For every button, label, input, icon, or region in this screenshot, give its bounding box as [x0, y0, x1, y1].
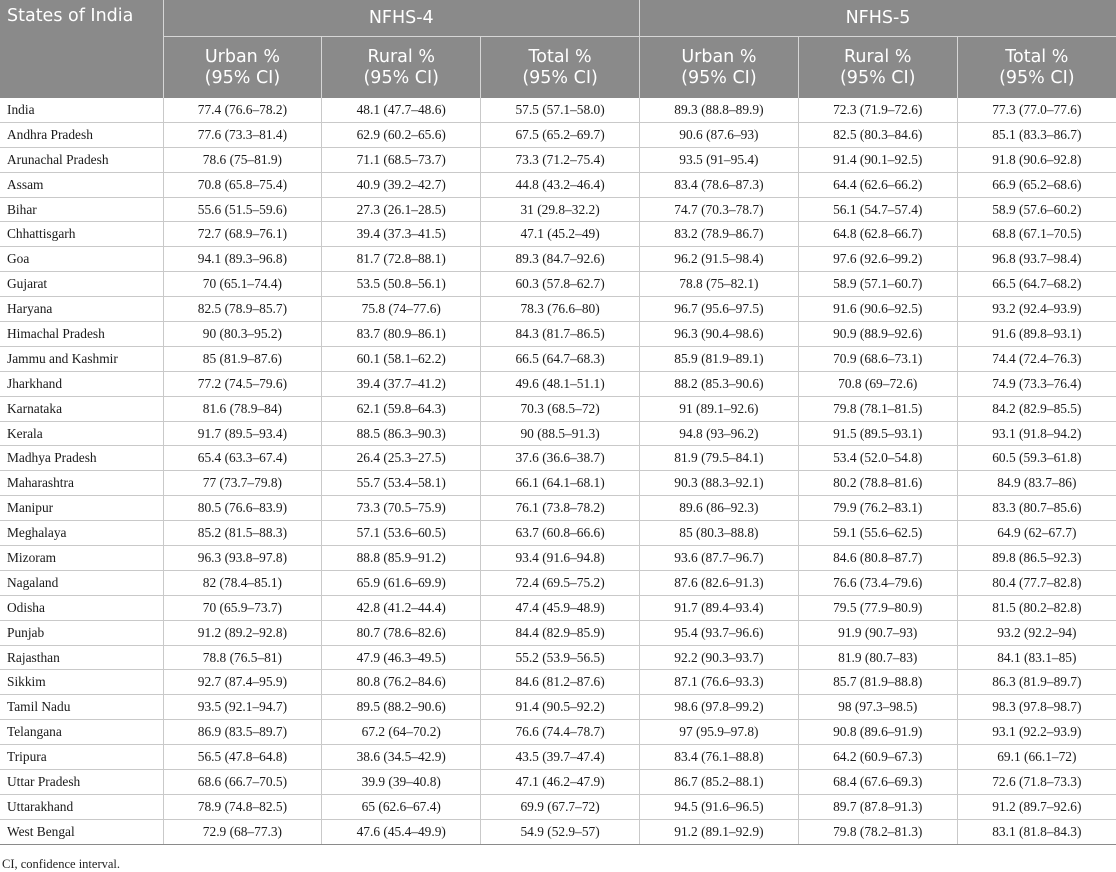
table-row — [0, 396, 1116, 421]
nfhs5-urban-cell: 86.7 (85.2–88.1) — [640, 770, 799, 795]
state-name-cell: India — [0, 98, 163, 122]
table-row — [0, 446, 1116, 471]
nfhs4-urban-cell: 77.2 (74.5–79.6) — [163, 371, 322, 396]
table-body — [0, 98, 1116, 844]
nfhs5-rural-cell: 81.9 (80.7–83) — [798, 645, 957, 670]
nfhs5-total-cell: 91.8 (90.6–92.8) — [957, 147, 1116, 172]
nfhs5-urban-cell: 88.2 (85.3–90.6) — [640, 371, 799, 396]
state-name-cell: Uttar Pradesh — [0, 770, 163, 795]
state-name-cell: Tamil Nadu — [0, 695, 163, 720]
nfhs5-urban-cell: 90.3 (88.3–92.1) — [640, 471, 799, 496]
nfhs5-group-header: NFHS-5 — [640, 0, 1116, 37]
table-row — [0, 720, 1116, 745]
nfhs4-urban-cell: 70 (65.9–73.7) — [163, 595, 322, 620]
nfhs5-total-cell: 68.8 (67.1–70.5) — [957, 222, 1116, 247]
column-header-ci-label: (95% CI) — [644, 68, 794, 89]
nfhs4-total-cell: 84.3 (81.7–86.5) — [481, 322, 640, 347]
nfhs4-rural-cell: 27.3 (26.1–28.5) — [322, 197, 481, 222]
nfhs5-total-cell: 84.1 (83.1–85) — [957, 645, 1116, 670]
nfhs5-rural-cell: 89.7 (87.8–91.3) — [798, 794, 957, 819]
nfhs5-urban-cell: 83.2 (78.9–86.7) — [640, 222, 799, 247]
nfhs4-urban-cell: 78.8 (76.5–81) — [163, 645, 322, 670]
nfhs4-urban-cell: 94.1 (89.3–96.8) — [163, 247, 322, 272]
table-row — [0, 272, 1116, 297]
nfhs4-group-header: NFHS-4 — [163, 0, 640, 37]
nfhs5-total-cell: 93.2 (92.2–94) — [957, 620, 1116, 645]
nfhs5-rural-cell: 79.8 (78.1–81.5) — [798, 396, 957, 421]
nfhs4-total-cell: 89.3 (84.7–92.6) — [481, 247, 640, 272]
table-row — [0, 570, 1116, 595]
nfhs5-total-cell: 66.9 (65.2–68.6) — [957, 172, 1116, 197]
table-header — [0, 0, 1116, 98]
state-name-cell: West Bengal — [0, 819, 163, 844]
nfhs4-urban-cell: 82 (78.4–85.1) — [163, 570, 322, 595]
nfhs4-rural-cell: 47.9 (46.3–49.5) — [322, 645, 481, 670]
table-row — [0, 322, 1116, 347]
nfhs4-total-cell: 67.5 (65.2–69.7) — [481, 122, 640, 147]
nfhs5-total-cell: 91.6 (89.8–93.1) — [957, 322, 1116, 347]
table-row — [0, 595, 1116, 620]
state-name-cell: Bihar — [0, 197, 163, 222]
table-row — [0, 770, 1116, 795]
column-header-ci-label: (95% CI) — [485, 68, 635, 89]
nfhs4-urban-cell: 72.7 (68.9–76.1) — [163, 222, 322, 247]
nfhs5-urban-cell: 87.1 (76.6–93.3) — [640, 670, 799, 695]
nfhs4-rural-cell: 26.4 (25.3–27.5) — [322, 446, 481, 471]
column-header-label: Total % — [962, 47, 1112, 68]
table-row — [0, 695, 1116, 720]
nfhs4-total-cell: 73.3 (71.2–75.4) — [481, 147, 640, 172]
nfhs5-urban-cell: 93.5 (91–95.4) — [640, 147, 799, 172]
nfhs4-total-cell: 69.9 (67.7–72) — [481, 794, 640, 819]
table-row — [0, 147, 1116, 172]
nfhs5-rural-cell: 79.9 (76.2–83.1) — [798, 496, 957, 521]
nfhs5-total-cell: 84.2 (82.9–85.5) — [957, 396, 1116, 421]
nfhs5-total-cell: 60.5 (59.3–61.8) — [957, 446, 1116, 471]
nfhs4-rural-cell: 65 (62.6–67.4) — [322, 794, 481, 819]
nfhs4-rural-cell: 39.4 (37.7–41.2) — [322, 371, 481, 396]
nfhs5-total-cell: 74.4 (72.4–76.3) — [957, 346, 1116, 371]
nfhs4-urban-cell: 80.5 (76.6–83.9) — [163, 496, 322, 521]
nfhs5-rural-cell: 84.6 (80.8–87.7) — [798, 546, 957, 571]
nfhs5-urban-column-header — [640, 37, 799, 99]
nfhs4-rural-cell: 47.6 (45.4–49.9) — [322, 819, 481, 844]
nfhs4-total-cell: 84.4 (82.9–85.9) — [481, 620, 640, 645]
nfhs4-urban-cell: 81.6 (78.9–84) — [163, 396, 322, 421]
states-column-header: States of India — [0, 0, 163, 98]
nfhs5-urban-cell: 89.3 (88.8–89.9) — [640, 98, 799, 122]
nfhs5-total-cell: 96.8 (93.7–98.4) — [957, 247, 1116, 272]
nfhs4-total-cell: 76.6 (74.4–78.7) — [481, 720, 640, 745]
nfhs4-total-cell: 37.6 (36.6–38.7) — [481, 446, 640, 471]
nfhs4-rural-cell: 57.1 (53.6–60.5) — [322, 521, 481, 546]
nfhs5-rural-cell: 90.8 (89.6–91.9) — [798, 720, 957, 745]
nfhs5-total-cell: 91.2 (89.7–92.6) — [957, 794, 1116, 819]
nfhs5-total-cell: 83.1 (81.8–84.3) — [957, 819, 1116, 844]
nfhs4-urban-cell: 72.9 (68–77.3) — [163, 819, 322, 844]
nfhs5-total-cell: 98.3 (97.8–98.7) — [957, 695, 1116, 720]
nfhs4-total-cell: 76.1 (73.8–78.2) — [481, 496, 640, 521]
nfhs5-total-cell: 89.8 (86.5–92.3) — [957, 546, 1116, 571]
nfhs5-urban-cell: 95.4 (93.7–96.6) — [640, 620, 799, 645]
state-name-cell: Jharkhand — [0, 371, 163, 396]
nfhs5-total-cell: 83.3 (80.7–85.6) — [957, 496, 1116, 521]
nfhs4-urban-cell: 68.6 (66.7–70.5) — [163, 770, 322, 795]
nfhs5-rural-cell: 53.4 (52.0–54.8) — [798, 446, 957, 471]
nfhs4-rural-cell: 62.1 (59.8–64.3) — [322, 396, 481, 421]
nfhs5-urban-cell: 83.4 (76.1–88.8) — [640, 745, 799, 770]
nfhs5-urban-cell: 92.2 (90.3–93.7) — [640, 645, 799, 670]
nfhs5-urban-cell: 97 (95.9–97.8) — [640, 720, 799, 745]
column-header-ci-label: (95% CI) — [326, 68, 476, 89]
nfhs5-urban-cell: 87.6 (82.6–91.3) — [640, 570, 799, 595]
nfhs5-rural-cell: 91.5 (89.5–93.1) — [798, 421, 957, 446]
table-row — [0, 670, 1116, 695]
nfhs4-rural-cell: 80.8 (76.2–84.6) — [322, 670, 481, 695]
table-row — [0, 620, 1116, 645]
table-row — [0, 122, 1116, 147]
nfhs4-rural-cell: 89.5 (88.2–90.6) — [322, 695, 481, 720]
column-header-label: Urban % — [168, 47, 318, 68]
state-name-cell: Madhya Pradesh — [0, 446, 163, 471]
nfhs4-rural-cell: 67.2 (64–70.2) — [322, 720, 481, 745]
table-row — [0, 496, 1116, 521]
nfhs5-urban-cell: 96.3 (90.4–98.6) — [640, 322, 799, 347]
nfhs5-rural-cell: 91.6 (90.6–92.5) — [798, 297, 957, 322]
state-name-cell: Himachal Pradesh — [0, 322, 163, 347]
nfhs5-rural-cell: 70.8 (69–72.6) — [798, 371, 957, 396]
nfhs4-total-cell: 47.1 (45.2–49) — [481, 222, 640, 247]
state-name-cell: Chhattisgarh — [0, 222, 163, 247]
table-row — [0, 222, 1116, 247]
nfhs5-urban-cell: 83.4 (78.6–87.3) — [640, 172, 799, 197]
table-row — [0, 197, 1116, 222]
nfhs5-rural-cell: 85.7 (81.9–88.8) — [798, 670, 957, 695]
nfhs4-rural-cell: 75.8 (74–77.6) — [322, 297, 481, 322]
column-header-ci-label: (95% CI) — [168, 68, 318, 89]
nfhs5-urban-cell: 98.6 (97.8–99.2) — [640, 695, 799, 720]
nfhs5-rural-cell: 64.2 (60.9–67.3) — [798, 745, 957, 770]
nfhs5-rural-cell: 58.9 (57.1–60.7) — [798, 272, 957, 297]
column-header-label: Total % — [485, 47, 635, 68]
nfhs5-urban-cell: 74.7 (70.3–78.7) — [640, 197, 799, 222]
nfhs4-urban-cell: 93.5 (92.1–94.7) — [163, 695, 322, 720]
column-header-label: Urban % — [644, 47, 794, 68]
table-row — [0, 247, 1116, 272]
table-row — [0, 98, 1116, 122]
nfhs5-total-cell: 64.9 (62–67.7) — [957, 521, 1116, 546]
state-name-cell: Tripura — [0, 745, 163, 770]
nfhs4-total-column-header — [481, 37, 640, 99]
state-name-cell: Assam — [0, 172, 163, 197]
nfhs4-total-cell: 57.5 (57.1–58.0) — [481, 98, 640, 122]
state-name-cell: Odisha — [0, 595, 163, 620]
table-row — [0, 645, 1116, 670]
nfhs4-urban-cell: 78.6 (75–81.9) — [163, 147, 322, 172]
nfhs5-total-cell: 93.2 (92.4–93.9) — [957, 297, 1116, 322]
nfhs5-total-cell: 85.1 (83.3–86.7) — [957, 122, 1116, 147]
table-footnote: CI, confidence interval. — [2, 857, 1116, 872]
nfhs4-urban-cell: 55.6 (51.5–59.6) — [163, 197, 322, 222]
nfhs4-rural-cell: 65.9 (61.6–69.9) — [322, 570, 481, 595]
nfhs4-rural-cell: 83.7 (80.9–86.1) — [322, 322, 481, 347]
nfhs4-rural-cell: 73.3 (70.5–75.9) — [322, 496, 481, 521]
state-name-cell: Kerala — [0, 421, 163, 446]
nfhs4-urban-cell: 85.2 (81.5–88.3) — [163, 521, 322, 546]
nfhs4-rural-cell: 81.7 (72.8–88.1) — [322, 247, 481, 272]
nfhs4-total-cell: 63.7 (60.8–66.6) — [481, 521, 640, 546]
nfhs5-rural-cell: 68.4 (67.6–69.3) — [798, 770, 957, 795]
nfhs4-urban-cell: 77.4 (76.6–78.2) — [163, 98, 322, 122]
nfhs4-urban-cell: 77 (73.7–79.8) — [163, 471, 322, 496]
nfhs4-urban-cell: 78.9 (74.8–82.5) — [163, 794, 322, 819]
nfhs5-rural-cell: 82.5 (80.3–84.6) — [798, 122, 957, 147]
nfhs4-total-cell: 31 (29.8–32.2) — [481, 197, 640, 222]
nfhs5-urban-cell: 85.9 (81.9–89.1) — [640, 346, 799, 371]
nfhs5-urban-cell: 93.6 (87.7–96.7) — [640, 546, 799, 571]
nfhs5-urban-cell: 94.5 (91.6–96.5) — [640, 794, 799, 819]
nfhs4-urban-cell: 85 (81.9–87.6) — [163, 346, 322, 371]
nfhs5-rural-cell: 90.9 (88.9–92.6) — [798, 322, 957, 347]
nfhs4-rural-cell: 39.9 (39–40.8) — [322, 770, 481, 795]
column-header-label: Rural % — [803, 47, 953, 68]
nfhs5-total-cell: 93.1 (92.2–93.9) — [957, 720, 1116, 745]
table-row — [0, 546, 1116, 571]
table-row — [0, 421, 1116, 446]
nfhs4-total-cell: 91.4 (90.5–92.2) — [481, 695, 640, 720]
nfhs5-total-cell: 80.4 (77.7–82.8) — [957, 570, 1116, 595]
nfhs5-urban-cell: 91.2 (89.1–92.9) — [640, 819, 799, 844]
nfhs5-urban-cell: 91 (89.1–92.6) — [640, 396, 799, 421]
nfhs4-total-cell: 54.9 (52.9–57) — [481, 819, 640, 844]
nfhs4-rural-column-header — [322, 37, 481, 99]
table-row — [0, 471, 1116, 496]
nfhs5-urban-cell: 96.7 (95.6–97.5) — [640, 297, 799, 322]
state-name-cell: Sikkim — [0, 670, 163, 695]
nfhs4-total-cell: 49.6 (48.1–51.1) — [481, 371, 640, 396]
nfhs5-total-cell: 86.3 (81.9–89.7) — [957, 670, 1116, 695]
nfhs4-urban-cell: 56.5 (47.8–64.8) — [163, 745, 322, 770]
nfhs5-total-cell: 72.6 (71.8–73.3) — [957, 770, 1116, 795]
nfhs4-rural-cell: 71.1 (68.5–73.7) — [322, 147, 481, 172]
nfhs4-urban-cell: 90 (80.3–95.2) — [163, 322, 322, 347]
nfhs5-rural-cell: 56.1 (54.7–57.4) — [798, 197, 957, 222]
nfhs5-urban-cell: 94.8 (93–96.2) — [640, 421, 799, 446]
nfhs5-urban-cell: 96.2 (91.5–98.4) — [640, 247, 799, 272]
nfhs4-total-cell: 90 (88.5–91.3) — [481, 421, 640, 446]
table-row — [0, 745, 1116, 770]
nfhs5-rural-cell: 98 (97.3–98.5) — [798, 695, 957, 720]
nfhs4-urban-cell: 92.7 (87.4–95.9) — [163, 670, 322, 695]
nfhs5-rural-cell: 79.5 (77.9–80.9) — [798, 595, 957, 620]
nfhs4-total-cell: 60.3 (57.8–62.7) — [481, 272, 640, 297]
state-name-cell: Maharashtra — [0, 471, 163, 496]
column-header-ci-label: (95% CI) — [962, 68, 1112, 89]
nfhs4-total-cell: 93.4 (91.6–94.8) — [481, 546, 640, 571]
nfhs5-total-cell: 74.9 (73.3–76.4) — [957, 371, 1116, 396]
nfhs4-rural-cell: 39.4 (37.3–41.5) — [322, 222, 481, 247]
nfhs4-rural-cell: 55.7 (53.4–58.1) — [322, 471, 481, 496]
nfhs5-rural-cell: 91.4 (90.1–92.5) — [798, 147, 957, 172]
nfhs5-rural-column-header — [798, 37, 957, 99]
nfhs5-total-cell: 93.1 (91.8–94.2) — [957, 421, 1116, 446]
state-name-cell: Arunachal Pradesh — [0, 147, 163, 172]
nfhs4-urban-cell: 70 (65.1–74.4) — [163, 272, 322, 297]
nfhs4-rural-cell: 88.8 (85.9–91.2) — [322, 546, 481, 571]
table-row — [0, 819, 1116, 844]
nfhs4-rural-cell: 88.5 (86.3–90.3) — [322, 421, 481, 446]
nfhs4-urban-cell: 91.7 (89.5–93.4) — [163, 421, 322, 446]
nfhs4-rural-cell: 80.7 (78.6–82.6) — [322, 620, 481, 645]
state-name-cell: Meghalaya — [0, 521, 163, 546]
nfhs5-total-column-header — [957, 37, 1116, 99]
nfhs5-rural-cell: 79.8 (78.2–81.3) — [798, 819, 957, 844]
nfhs5-total-cell: 81.5 (80.2–82.8) — [957, 595, 1116, 620]
nfhs5-total-cell: 84.9 (83.7–86) — [957, 471, 1116, 496]
nfhs4-total-cell: 43.5 (39.7–47.4) — [481, 745, 640, 770]
nfhs5-urban-cell: 78.8 (75–82.1) — [640, 272, 799, 297]
nfhs5-urban-cell: 89.6 (86–92.3) — [640, 496, 799, 521]
nfhs4-total-cell: 66.5 (64.7–68.3) — [481, 346, 640, 371]
nfhs4-rural-cell: 42.8 (41.2–44.4) — [322, 595, 481, 620]
nfhs5-total-cell: 58.9 (57.6–60.2) — [957, 197, 1116, 222]
state-name-cell: Manipur — [0, 496, 163, 521]
state-name-cell: Andhra Pradesh — [0, 122, 163, 147]
nfhs4-total-cell: 66.1 (64.1–68.1) — [481, 471, 640, 496]
state-name-cell: Nagaland — [0, 570, 163, 595]
column-header-ci-label: (95% CI) — [803, 68, 953, 89]
nfhs5-rural-cell: 97.6 (92.6–99.2) — [798, 247, 957, 272]
nfhs4-urban-cell: 96.3 (93.8–97.8) — [163, 546, 322, 571]
nfhs5-rural-cell: 70.9 (68.6–73.1) — [798, 346, 957, 371]
nfhs5-rural-cell: 91.9 (90.7–93) — [798, 620, 957, 645]
table-row — [0, 297, 1116, 322]
nfhs4-rural-cell: 60.1 (58.1–62.2) — [322, 346, 481, 371]
column-header-label: Rural % — [326, 47, 476, 68]
nfhs5-urban-cell: 91.7 (89.4–93.4) — [640, 595, 799, 620]
state-name-cell: Mizoram — [0, 546, 163, 571]
nfhs4-urban-cell: 77.6 (73.3–81.4) — [163, 122, 322, 147]
nfhs5-rural-cell: 64.4 (62.6–66.2) — [798, 172, 957, 197]
state-name-cell: Jammu and Kashmir — [0, 346, 163, 371]
state-name-cell: Haryana — [0, 297, 163, 322]
nfhs5-urban-cell: 90.6 (87.6–93) — [640, 122, 799, 147]
state-name-cell: Rajasthan — [0, 645, 163, 670]
nfhs4-total-cell: 47.1 (46.2–47.9) — [481, 770, 640, 795]
table-row — [0, 794, 1116, 819]
nfhs4-urban-cell: 91.2 (89.2–92.8) — [163, 620, 322, 645]
nfhs4-urban-column-header — [163, 37, 322, 99]
nfhs5-rural-cell: 59.1 (55.6–62.5) — [798, 521, 957, 546]
nfhs5-total-cell: 77.3 (77.0–77.6) — [957, 98, 1116, 122]
nfhs4-rural-cell: 62.9 (60.2–65.6) — [322, 122, 481, 147]
nfhs4-total-cell: 55.2 (53.9–56.5) — [481, 645, 640, 670]
nfhs4-total-cell: 78.3 (76.6–80) — [481, 297, 640, 322]
nfhs4-total-cell: 84.6 (81.2–87.6) — [481, 670, 640, 695]
table-row — [0, 346, 1116, 371]
nfhs5-rural-cell: 72.3 (71.9–72.6) — [798, 98, 957, 122]
state-name-cell: Uttarakhand — [0, 794, 163, 819]
state-name-cell: Gujarat — [0, 272, 163, 297]
nfhs5-rural-cell: 80.2 (78.8–81.6) — [798, 471, 957, 496]
nfhs4-total-cell: 70.3 (68.5–72) — [481, 396, 640, 421]
nfhs5-urban-cell: 85 (80.3–88.8) — [640, 521, 799, 546]
nfhs4-rural-cell: 38.6 (34.5–42.9) — [322, 745, 481, 770]
nfhs4-urban-cell: 86.9 (83.5–89.7) — [163, 720, 322, 745]
nfhs5-total-cell: 69.1 (66.1–72) — [957, 745, 1116, 770]
nfhs4-total-cell: 47.4 (45.9–48.9) — [481, 595, 640, 620]
state-name-cell: Punjab — [0, 620, 163, 645]
nfhs4-rural-cell: 40.9 (39.2–42.7) — [322, 172, 481, 197]
nfhs4-urban-cell: 65.4 (63.3–67.4) — [163, 446, 322, 471]
state-name-cell: Karnataka — [0, 396, 163, 421]
nfhs5-rural-cell: 64.8 (62.8–66.7) — [798, 222, 957, 247]
nfhs4-urban-cell: 82.5 (78.9–85.7) — [163, 297, 322, 322]
nfhs5-urban-cell: 81.9 (79.5–84.1) — [640, 446, 799, 471]
state-name-cell: Goa — [0, 247, 163, 272]
table-row — [0, 172, 1116, 197]
state-name-cell: Telangana — [0, 720, 163, 745]
nfhs5-rural-cell: 76.6 (73.4–79.6) — [798, 570, 957, 595]
nfhs5-total-cell: 66.5 (64.7–68.2) — [957, 272, 1116, 297]
nfhs4-urban-cell: 70.8 (65.8–75.4) — [163, 172, 322, 197]
nfhs4-total-cell: 72.4 (69.5–75.2) — [481, 570, 640, 595]
nfhs4-rural-cell: 48.1 (47.7–48.6) — [322, 98, 481, 122]
table-row — [0, 371, 1116, 396]
table-row — [0, 521, 1116, 546]
nfhs4-total-cell: 44.8 (43.2–46.4) — [481, 172, 640, 197]
nfhs4-rural-cell: 53.5 (50.8–56.1) — [322, 272, 481, 297]
